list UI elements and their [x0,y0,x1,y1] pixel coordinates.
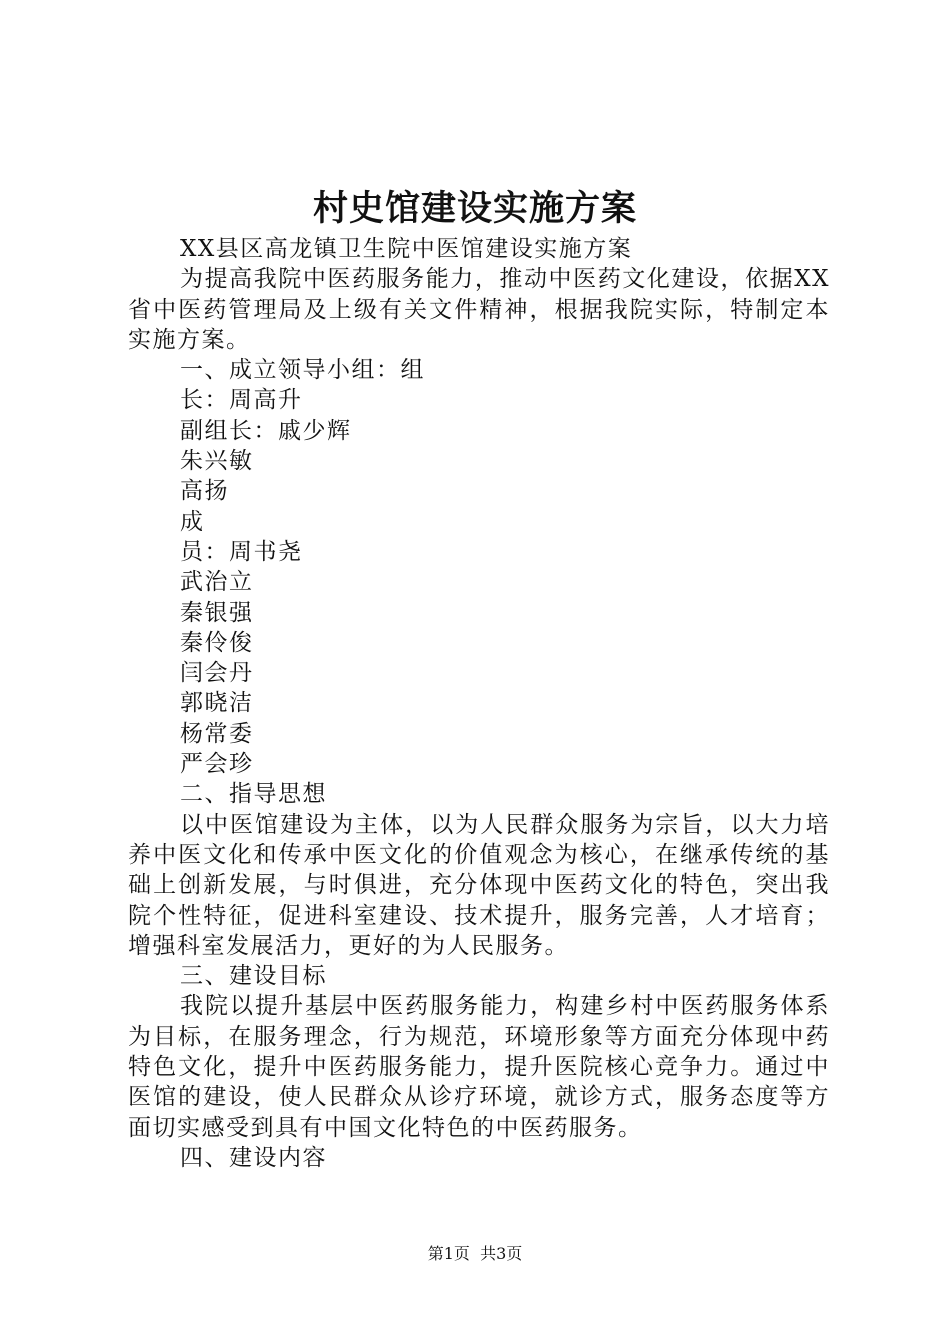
member-name: 武治立 [180,569,254,596]
section2-paragraph: 以中医馆建设为主体，以为人民群众服务为宗旨，以大力培养中医文化和传承中医文化的价值观念为核心，在继承传统的基础上创新发展，与时俱进，充分体现中医药文化的特色，突出我院个性特征，促进科室建设、技术提升，服务完善，人才培育；增强科室发展活力，更好的为人民服务。 [128,811,830,959]
deputy-name: 朱兴敏 [180,448,254,475]
subtitle-line: XX县区高龙镇卫生院中医馆建设实施方案 [180,236,633,262]
total-pages: 共3页 [480,1244,523,1263]
intro-paragraph: 为提高我院中医药服务能力，推动中医药文化建设，依据XX省中医药管理局及上级有关文件精神，根据我院实际，特制定本实施方案。 [128,266,830,353]
member-name: 秦伶俊 [180,629,254,656]
deputy-name: 高扬 [180,478,229,505]
document-title: 村史馆建设实施方案 [312,188,637,229]
member-name: 严会珍 [180,751,254,778]
section1-heading: 一、成立领导小组：组 [180,357,425,384]
deputy-leader-line: 副组长：戚少辉 [180,417,352,444]
section3-heading: 三、建设目标 [180,963,327,990]
section3-paragraph: 我院以提升基层中医药服务能力，构建乡村中医药服务体系为目标，在服务理念，行为规范，环境形象等方面充分体现中药特色文化，提升中医药服务能力，提升医院核心竞争力。通过中医馆的建设，使人民群众从诊疗环境，就诊方式，服务态度等方面切实感受到具有中国文化特色的中医药服务。 [128,993,830,1141]
page-number: 第1页 [427,1244,470,1263]
page-footer [0,1242,950,1266]
document-body [128,234,830,1173]
section4-heading: 四、建设内容 [180,1144,327,1171]
leader-line: 长：周高升 [180,387,303,414]
members-line: 员：周书尧 [180,538,303,565]
member-name: 秦银强 [180,599,254,626]
members-label: 成 [180,508,205,535]
footer-separator [470,1244,480,1263]
member-name: 郭晓洁 [180,690,254,717]
member-name: 杨常委 [180,720,254,747]
section2-heading: 二、指导思想 [180,781,327,808]
member-name: 闫会丹 [180,660,254,687]
